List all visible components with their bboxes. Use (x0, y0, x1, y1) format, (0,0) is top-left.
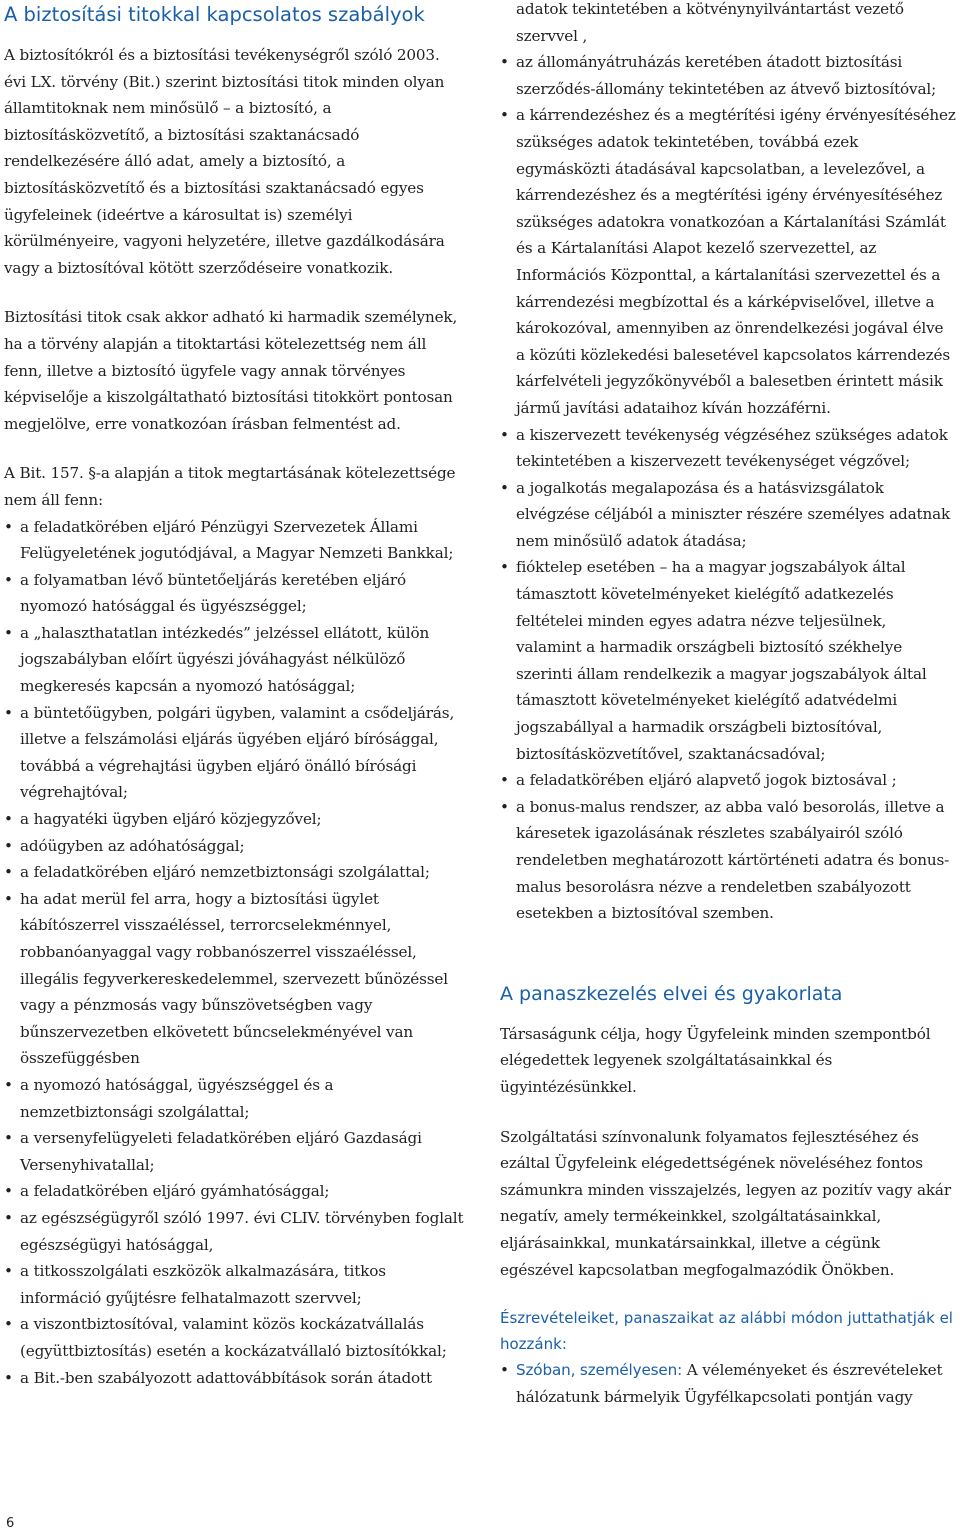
left-column (4, 0, 466, 1391)
contact-methods-list (500, 1357, 956, 1410)
list-item: • a feladatkörében eljáró nemzetbiztonsági szolgálattal; (4, 859, 466, 886)
list-item: • a feladatkörében eljáró alapvető jogok biztosával ; (500, 767, 956, 794)
bullet-icon: • (500, 106, 509, 125)
section-title-confidentiality: A biztosítási titokkal kapcsolatos szabályok (4, 3, 425, 26)
paragraph-definition: A biztosítókról és a biztosítási tevékenységről szóló 2003. évi LX. törvény (Bit.) szerint biztosítási titok minden olyan államtitoknak nem minősülő – a biztosító, a biztosításközvetítő, a biztosítási szaktanácsadó rendelkezésére álló adat, amely a biztosító, a biztosításközvetítő és a biztosítási szaktanácsadó egyes ügyfeleinek (ideértve a károsultat is) személyi körülményeire, vagyoni helyzetére, illetve gazdálkodására vagy a biztosítóval kötött szerződéseire vonatkozik. (4, 46, 445, 277)
bullet-icon: • (500, 53, 509, 72)
bullet-icon: • (500, 478, 509, 497)
list-item: • a kiszervezett tevékenység végzéséhez szükséges adatok tekintetében a kiszervezett tevékenységet végzővel; (500, 422, 956, 475)
bullet-icon: • (4, 1208, 13, 1227)
contact-method-label: Szóban, személyesen: (516, 1361, 683, 1380)
list-item: • a folyamatban lévő büntetőeljárás keretében eljáró nyomozó hatósággal és ügyészséggel; (4, 567, 466, 620)
bullet-icon: • (4, 1262, 13, 1281)
bullet-icon: • (4, 1368, 13, 1387)
paragraph-feedback: Szolgáltatási színvonalunk folyamatos fejlesztéséhez és ezáltal Ügyfeleink elégedettségének növeléséhez fontos számunkra minden visszajelzés, legyen az pozitív vagy akár negatív, amely termékeinkkel, szolgáltatásainkkal, eljárásainkkal, munkatársainkkal, illetve a cégünk egészével kapcsolatban megfogalmazódik Önökben. (500, 1127, 951, 1279)
contact-method-text: A véleményeket és észrevételeket hálózatunk bármelyik Ügyfélkapcsolati pontján vagy (516, 1361, 943, 1406)
paragraph-goal: Társaságunk célja, hogy Ügyfeleink minden szempontból elégedettek legyenek szolgáltatásainkkal és ügyintézésünkkel. (500, 1024, 931, 1096)
bullet-icon: • (4, 570, 13, 589)
bullet-icon: • (4, 623, 13, 642)
exceptions-list (4, 514, 466, 1392)
bullet-icon: • (4, 863, 13, 882)
continued-text: adatok tekintetében a kötvénynyilvántartást vezető szervvel , (516, 0, 904, 45)
list-item: • a Bit.-ben szabályozott adattovábbítások során átadott (4, 1365, 466, 1392)
list-item: • a kárrendezéshez és a megtérítési igény érvényesítéséhez szükséges adatok tekintetében, továbbá ezek egymásközti átadásával kapcsolatban, a levelezővel, a kárrendezéshez és a megtérítési igény érvényesítéséhez szükséges adatokra vonatkozóan a Kártalanítási Számlát és a Kártalanítási Alapot kezelő szervezettel, az Információs Központtal, a kártalanítási szervezettel és a kárrendezési megbízottal és a kárképviselővel, illetve a károkozóval, amennyiben az önrendelkezési jogával élve a közúti közlekedési balesetével kapcsolatos kárrendezés kárfelvételi jegyzőkönyvéből a balesetben érintett másik jármű javítási adataihoz kíván hozzáférni. (500, 102, 956, 421)
list-item: • a nyomozó hatósággal, ügyészséggel és a nemzetbiztonsági szolgálattal; (4, 1072, 466, 1125)
bullet-icon: • (500, 425, 509, 444)
list-item: • ha adat merül fel arra, hogy a biztosítási ügylet kábítószerrel visszaéléssel, terrorcselekménnyel, robbanóanyaggal vagy robbanószerrel visszaéléssel, illegális fegyverkereskedelemmel, szervezett bűnözéssel vagy a pénzmosás vagy bűnszövetségben vagy bűnszervezetben elkövetett bűncselekményével van összefüggésben (4, 886, 466, 1072)
exceptions-list-continued (500, 49, 956, 927)
list-item: • a bonus-malus rendszer, az abba való besorolás, illetve a káresetek igazolásának részletes szabályairól szóló rendeletben meghatározott kártörténeti adatra és bonus-malus besorolásra nézve a rendeletben szabályozott esetekben a biztosítóval szemben. (500, 794, 956, 927)
bullet-icon: • (4, 1315, 13, 1334)
list-item: • a jogalkotás megalapozása és a hatásvizsgálatok elvégzése céljából a miniszter részére személyes adatnak nem minősülő adatok átadása; (500, 475, 956, 555)
bullet-icon: • (500, 797, 509, 816)
bullet-icon: • (4, 810, 13, 829)
list-item (500, 1357, 956, 1410)
list-item: • a viszontbiztosítóval, valamint közös kockázatvállalás (együttbiztosítás) esetén a kockázatvállaló biztosítókkal; (4, 1311, 466, 1364)
list-item: • adóügyben az adóhatósággal; (4, 833, 466, 860)
list-item: • az állományátruházás keretében átadott biztosítási szerződés-állomány tekintetében az átvevő biztosítóval; (500, 49, 956, 102)
list-item: • fióktelep esetében – ha a magyar jogszabályok által támasztott követelményeket kielégítő adatkezelés feltételei minden egyes adatra nézve teljesülnek, valamint a harmadik országbeli biztosító székhelye szerinti állam rendelkezik a magyar jogszabályok által támasztott követelményeket kielégítő adatvédelmi jogszabállyal a harmadik országbeli biztosítóval, biztosításközvetítővel, szaktanácsadóval; (500, 554, 956, 767)
paragraph-exceptions-intro: A Bit. 157. §-a alapján a titok megtartásának kötelezettsége nem áll fenn: (4, 464, 456, 509)
bullet-icon: • (4, 1075, 13, 1094)
list-item: • a hagyatéki ügyben eljáró közjegyzővel; (4, 806, 466, 833)
bullet-icon: • (4, 1129, 13, 1148)
bullet-icon: • (4, 517, 13, 536)
bullet-icon: • (500, 771, 509, 790)
list-item: • a titkosszolgálati eszközök alkalmazására, titkos információ gyűjtésre felhatalmazott szervvel; (4, 1258, 466, 1311)
section-title-complaints: A panaszkezelés elvei és gyakorlata (500, 982, 843, 1005)
list-item: • az egészségügyről szóló 1997. évi CLIV. törvényben foglalt egészségügyi hatósággal, (4, 1205, 466, 1258)
bullet-icon: • (4, 889, 13, 908)
right-column (500, 0, 956, 1410)
list-item: • a versenyfelügyeleti feladatkörében eljáró Gazdasági Versenyhivatallal; (4, 1125, 466, 1178)
bullet-icon: • (4, 1182, 13, 1201)
page-number: 6 (6, 1516, 15, 1531)
list-item: • a „halaszthatatlan intézkedés” jelzéssel ellátott, külön jogszabályban előírt ügyészi jóváhagyást nélkülöző megkeresés kapcsán a nyomozó hatósággal; (4, 620, 466, 700)
list-item: • a feladatkörében eljáró Pénzügyi Szervezetek Állami Felügyeletének jogutódjával, a Magyar Nemzeti Bankkal; (4, 514, 466, 567)
bullet-icon: • (500, 558, 509, 577)
list-item: • a büntetőügyben, polgári ügyben, valamint a csődeljárás, illetve a felszámolási eljárás ügyében eljáró bírósággal, továbbá a végrehajtási ügyben eljáró önálló bírósági végrehajtóval; (4, 700, 466, 806)
paragraph-disclosure: Biztosítási titok csak akkor adható ki harmadik személynek, ha a törvény alapján a titoktartási kötelezettség nem áll fenn, illetve a biztosító ügyfele vagy annak törvényes képviselője a kiszolgáltatható biztosítási titokkört pontosan megjelölve, erre vonatkozóan írásban felmentést ad. (4, 308, 458, 433)
bullet-icon: • (4, 703, 13, 722)
bullet-icon: • (4, 836, 13, 855)
bullet-icon: • (500, 1361, 509, 1380)
list-item: • a feladatkörében eljáró gyámhatósággal; (4, 1178, 466, 1205)
contact-callout: Észrevételeiket, panaszaikat az alábbi módon juttathatják el hozzánk: (500, 1309, 953, 1354)
